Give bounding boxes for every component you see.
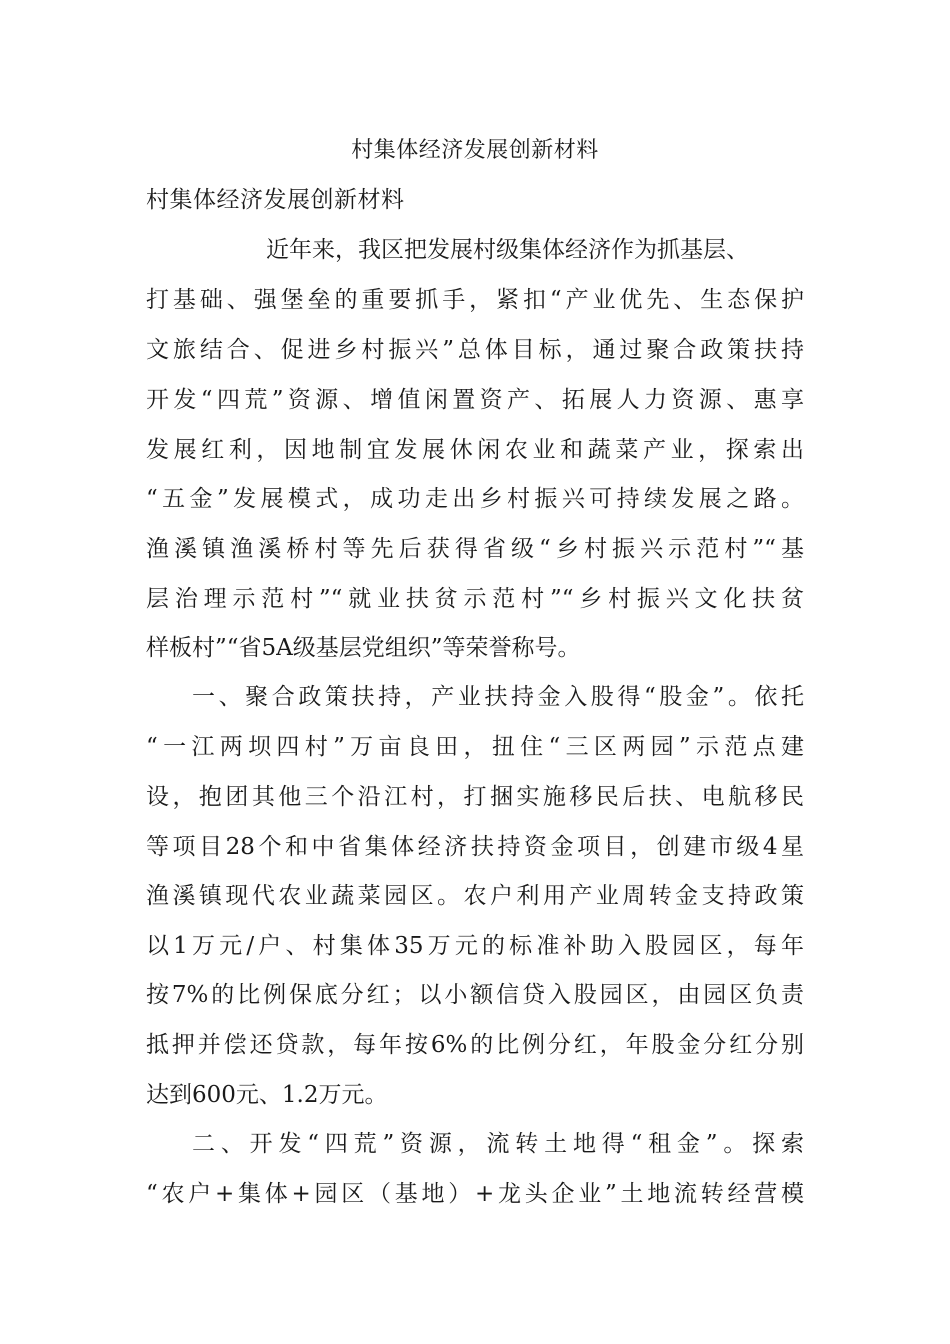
paragraph-line: 抵押并偿还贷款，每年按6%的比例分红，年股金分红分别: [146, 1032, 804, 1058]
section-heading-line: 一、聚合政策扶持，产业扶持金入股得“股金”。依托: [192, 684, 804, 710]
paragraph-line: 设，抱团其他三个沿江村，打捆实施移民后扶、电航移民: [146, 784, 804, 810]
paragraph-line: 层治理示范村”“就业扶贫示范村”“乡村振兴文化扶贫: [146, 586, 804, 612]
document-title: 村集体经济发展创新材料: [351, 138, 599, 163]
paragraph-line: 渔溪镇现代农业蔬菜园区。农户利用产业周转金支持政策: [146, 883, 804, 909]
paragraph-line: 以1万元/户、村集体35万元的标准补助入股园区，每年: [146, 933, 804, 959]
document-subtitle: 村集体经济发展创新材料: [146, 187, 405, 213]
paragraph-line: 近年来，我区把发展村级集体经济作为抓基层、: [266, 237, 749, 263]
paragraph-line: 渔溪镇渔溪桥村等先后获得省级“乡村振兴示范村”“基: [146, 536, 804, 562]
paragraph-line: “农户+集体+园区（基地）+龙头企业”土地流转经营模: [146, 1181, 804, 1207]
paragraph-line: 打基础、强堡垒的重要抓手，紧扣“产业优先、生态保护: [146, 287, 804, 313]
section-heading-line: 二、开发“四荒”资源，流转土地得“租金”。探索: [192, 1131, 804, 1157]
paragraph-line: 达到600元、1.2万元。: [146, 1082, 388, 1108]
paragraph-line: 按7%的比例保底分红；以小额信贷入股园区，由园区负责: [146, 982, 804, 1008]
paragraph-line: 发展红利，因地制宜发展休闲农业和蔬菜产业，探索出: [146, 437, 804, 463]
paragraph-line: “五金”发展模式，成功走出乡村振兴可持续发展之路。: [146, 486, 804, 512]
paragraph-line: 开发“四荒”资源、增值闲置资产、拓展人力资源、惠享: [146, 387, 804, 413]
paragraph-line: 文旅结合、促进乡村振兴”总体目标，通过聚合政策扶持: [146, 337, 804, 363]
paragraph-line: 样板村”“省5A级基层党组织”等荣誉称号。: [146, 635, 581, 661]
paragraph-line: 等项目28个和中省集体经济扶持资金项目，创建市级4星: [146, 834, 804, 860]
paragraph-line: “一江两坝四村”万亩良田，扭住“三区两园”示范点建: [146, 734, 804, 760]
